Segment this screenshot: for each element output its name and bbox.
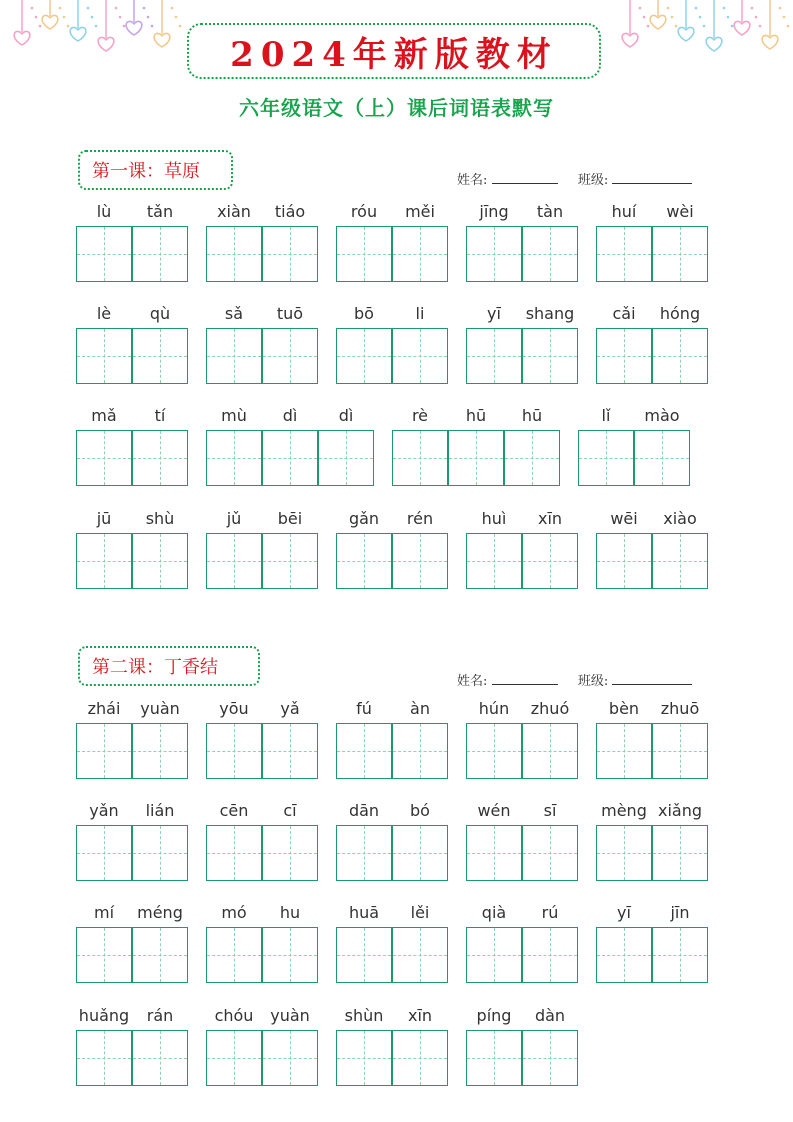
word-box [466,801,578,881]
pinyin-label: gǎn [348,509,380,528]
pinyin-label: hóng [659,304,701,323]
pinyin-label: tí [154,406,166,425]
pinyin-label: tǎn [146,202,174,221]
word-box [578,406,690,486]
writing-cell[interactable] [522,927,578,983]
sparkle-dot [147,16,150,19]
writing-cell[interactable] [76,533,132,589]
class-blank[interactable] [612,670,692,685]
writing-cell[interactable] [206,1030,262,1086]
sparkle-dot [671,16,674,19]
sparkle-dot [119,16,122,19]
word-box [206,801,318,881]
sparkle-dot [63,16,66,19]
pinyin-label: rén [406,509,434,528]
writing-cell[interactable] [522,825,578,881]
word-box [336,202,448,282]
writing-cell[interactable] [206,226,262,282]
pinyin-label: zhái [87,699,121,718]
writing-cell[interactable] [206,723,262,779]
pinyin-label: hū [465,406,487,425]
word-box [466,699,578,779]
pinyin-label: měi [405,202,435,221]
writing-cell[interactable] [466,533,522,589]
pinyin-label: róu [350,202,378,221]
pinyin-label: huǎng [78,1006,130,1025]
title-banner [187,23,601,79]
sparkle-dot [695,7,698,10]
writing-cell[interactable] [76,430,132,486]
pinyin-label: hu [279,903,301,922]
heart-icon [42,15,58,29]
word-box [336,304,448,384]
pinyin-label: shùn [344,1006,384,1025]
pinyin-label: rú [541,903,559,922]
writing-cell[interactable] [132,927,188,983]
pinyin-label: xīn [407,1006,433,1025]
sparkle-dot [787,25,790,28]
pinyin-label: yōu [219,699,249,718]
pinyin-label: mǎ [91,406,117,425]
pinyin-label: lè [96,304,112,323]
sparkle-dot [727,16,730,19]
pinyin-label: wēi [610,509,638,528]
heart-icon [706,37,722,51]
pinyin-label: tuō [276,304,304,323]
heart-icon [70,27,86,41]
writing-cell[interactable] [336,825,392,881]
class-blank[interactable] [612,169,692,184]
writing-cell[interactable] [262,927,318,983]
sparkle-dot [123,25,126,28]
sparkle-dot [179,25,182,28]
pinyin-label: àn [410,699,430,718]
sparkle-dot [731,25,734,28]
heart-icon [14,31,30,45]
writing-cell[interactable] [132,825,188,881]
heart-icon [622,33,638,47]
word-box [76,509,188,589]
word-box [596,509,708,589]
sparkle-dot [699,16,702,19]
pinyin-label: lù [96,202,112,221]
pinyin-label: yǎn [89,801,119,820]
writing-cell[interactable] [466,927,522,983]
writing-cell[interactable] [596,533,652,589]
heart-icon [734,21,750,35]
writing-cell[interactable] [448,430,504,486]
pinyin-label: zhuō [660,699,700,718]
writing-cell[interactable] [132,328,188,384]
sparkle-dot [151,25,154,28]
pinyin-label: fú [356,699,372,718]
writing-cell[interactable] [522,533,578,589]
writing-cell[interactable] [318,430,374,486]
sparkle-dot [175,16,178,19]
pinyin-label: lǐ [601,406,611,425]
writing-cell[interactable] [392,1030,448,1086]
pinyin-label: rán [146,1006,174,1025]
word-box [76,903,188,983]
class-label: 班级: [577,173,609,188]
sparkle-dot [39,25,42,28]
heart-icon [650,15,666,29]
word-box [206,699,318,779]
writing-cell[interactable] [466,1030,522,1086]
writing-cell[interactable] [392,328,448,384]
sparkle-dot [643,16,646,19]
sparkle-dot [779,7,782,10]
pinyin-label: lián [145,801,175,820]
word-box [76,1006,188,1086]
heart-icon [762,35,778,49]
writing-cell[interactable] [336,226,392,282]
writing-cell[interactable] [206,430,262,486]
writing-cell[interactable] [466,723,522,779]
sparkle-dot [95,25,98,28]
word-box [466,304,578,384]
writing-cell[interactable] [206,328,262,384]
writing-cell[interactable] [336,723,392,779]
writing-cell[interactable] [596,825,652,881]
writing-cell[interactable] [504,430,560,486]
lesson-1-title: 第一课：草原 [92,161,200,182]
word-box [76,801,188,881]
pinyin-label: bèn [608,699,640,718]
writing-cell[interactable] [262,226,318,282]
word-box [596,304,708,384]
writing-cell[interactable] [262,825,318,881]
sparkle-dot [675,25,678,28]
writing-cell[interactable] [392,226,448,282]
pinyin-label: huí [611,202,637,221]
pinyin-label: xiǎng [657,801,702,820]
writing-cell[interactable] [392,533,448,589]
sparkle-dot [647,25,650,28]
writing-cell[interactable] [206,533,262,589]
sparkle-dot [59,7,62,10]
writing-cell[interactable] [596,927,652,983]
pinyin-label: tiáo [274,202,306,221]
word-box [336,1006,448,1086]
word-box [206,1006,318,1086]
pinyin-label: rè [411,406,429,425]
writing-cell[interactable] [466,328,522,384]
name-blank[interactable] [492,670,558,685]
pinyin-label: yǎ [280,699,300,718]
word-box [596,699,708,779]
word-box [76,202,188,282]
writing-cell[interactable] [76,1030,132,1086]
pinyin-label: dān [348,801,380,820]
pinyin-label: yuàn [270,1006,310,1025]
pinyin-label: yuàn [140,699,180,718]
pinyin-label: xiàn [217,202,251,221]
name-label: 姓名: [457,674,488,689]
pinyin-label: hún [478,699,510,718]
pinyin-label: píng [476,1006,512,1025]
heart-icon [126,21,142,35]
pinyin-label: dì [282,406,298,425]
sparkle-dot [759,25,762,28]
writing-cell[interactable] [206,927,262,983]
pinyin-label: shang [525,304,575,323]
pinyin-label: huā [348,903,380,922]
pinyin-label: cēn [219,801,249,820]
lesson-1-title-box [78,150,233,190]
writing-cell[interactable] [262,1030,318,1086]
pinyin-label: xīn [537,509,563,528]
word-box [206,304,318,384]
writing-cell[interactable] [132,226,188,282]
pinyin-label: xiào [663,509,697,528]
word-box [466,509,578,589]
writing-cell[interactable] [652,723,708,779]
writing-cell[interactable] [262,723,318,779]
pinyin-label: mó [221,903,247,922]
pinyin-label: dì [338,406,354,425]
sparkle-dot [67,25,70,28]
sparkle-dot [755,16,758,19]
heart-icon [154,33,170,47]
writing-cell[interactable] [132,430,188,486]
pinyin-label: bō [354,304,374,323]
pinyin-label: mí [93,903,115,922]
sparkle-dot [31,7,34,10]
pinyin-label: hū [521,406,543,425]
sparkle-dot [783,16,786,19]
sparkle-dot [115,7,118,10]
sparkle-dot [723,7,726,10]
pinyin-label: bēi [277,509,303,528]
word-box [76,699,188,779]
sparkle-dot [667,7,670,10]
sparkle-dot [91,16,94,19]
writing-cell[interactable] [652,825,708,881]
pinyin-label: sǎ [224,304,244,323]
writing-cell[interactable] [652,328,708,384]
pinyin-label: méng [137,903,183,922]
heart-icon [678,27,694,41]
pinyin-label: mù [221,406,247,425]
word-box [76,304,188,384]
pinyin-label: zhuó [530,699,570,718]
writing-cell[interactable] [336,328,392,384]
pinyin-label: chóu [214,1006,254,1025]
writing-cell[interactable] [132,533,188,589]
writing-cell[interactable] [76,723,132,779]
page-subtitle: 六年级语文（上）课后词语表默写 [239,96,554,120]
pinyin-label: tàn [536,202,564,221]
writing-cell[interactable] [652,226,708,282]
pinyin-label: bó [410,801,430,820]
word-box [466,903,578,983]
word-box [206,903,318,983]
writing-cell[interactable] [522,723,578,779]
writing-cell[interactable] [466,226,522,282]
sparkle-dot [751,7,754,10]
pinyin-label: qù [149,304,171,323]
pinyin-label: shù [145,509,175,528]
word-box [596,801,708,881]
writing-cell[interactable] [634,430,690,486]
writing-cell[interactable] [132,723,188,779]
writing-cell[interactable] [522,328,578,384]
sparkle-dot [639,7,642,10]
writing-cell[interactable] [76,825,132,881]
word-box [336,801,448,881]
sparkle-dot [171,7,174,10]
pinyin-label: jīng [479,202,509,221]
word-box [596,202,708,282]
sparkle-dot [35,16,38,19]
writing-cell[interactable] [392,825,448,881]
pinyin-label: cī [283,801,297,820]
word-box [76,406,188,486]
word-box [206,406,374,486]
heart-icon [98,37,114,51]
pinyin-label: yī [617,903,631,922]
lesson-2-title: 第二课：丁香结 [92,657,218,678]
writing-cell[interactable] [76,927,132,983]
pinyin-label: qià [481,903,507,922]
pinyin-label: huì [481,509,507,528]
word-box [336,903,448,983]
writing-cell[interactable] [262,533,318,589]
sparkle-dot [703,25,706,28]
word-box [336,699,448,779]
word-box [466,202,578,282]
writing-cell[interactable] [596,723,652,779]
class-label: 班级: [577,674,609,689]
writing-cell[interactable] [522,226,578,282]
pinyin-label: jīn [670,903,690,922]
sparkle-dot [143,7,146,10]
word-box [466,1006,578,1086]
writing-cell[interactable] [596,328,652,384]
writing-cell[interactable] [392,430,448,486]
writing-cell[interactable] [76,328,132,384]
writing-cell[interactable] [596,226,652,282]
writing-cell[interactable] [522,1030,578,1086]
writing-cell[interactable] [262,328,318,384]
writing-cell[interactable] [392,723,448,779]
writing-cell[interactable] [336,927,392,983]
writing-cell[interactable] [262,430,318,486]
pinyin-label: dàn [534,1006,566,1025]
word-box [206,509,318,589]
writing-cell[interactable] [132,1030,188,1086]
pinyin-label: yī [487,304,501,323]
writing-cell[interactable] [392,927,448,983]
sparkle-dot [87,7,90,10]
lesson-2-title-box [78,646,260,686]
writing-cell[interactable] [578,430,634,486]
writing-cell[interactable] [336,1030,392,1086]
page-title: 2024年新版教材 [230,34,558,75]
lesson-1-info [457,169,692,188]
name-blank[interactable] [492,169,558,184]
writing-cell[interactable] [652,533,708,589]
word-box [596,903,708,983]
pinyin-label: mào [644,406,680,425]
writing-cell[interactable] [466,825,522,881]
pinyin-label: li [415,304,425,323]
word-box [206,202,318,282]
writing-cell[interactable] [76,226,132,282]
word-box [392,406,560,486]
pinyin-label: jū [96,509,112,528]
pinyin-label: sī [543,801,557,820]
word-box [336,509,448,589]
pinyin-label: jǔ [226,509,242,528]
lesson-2-info [457,670,692,689]
writing-cell[interactable] [336,533,392,589]
pinyin-label: wèi [666,202,694,221]
writing-cell[interactable] [652,927,708,983]
pinyin-label: mèng [601,801,647,820]
pinyin-label: wén [477,801,511,820]
pinyin-label: cǎi [612,304,636,323]
name-label: 姓名: [457,173,488,188]
writing-cell[interactable] [206,825,262,881]
pinyin-label: lěi [410,903,430,922]
